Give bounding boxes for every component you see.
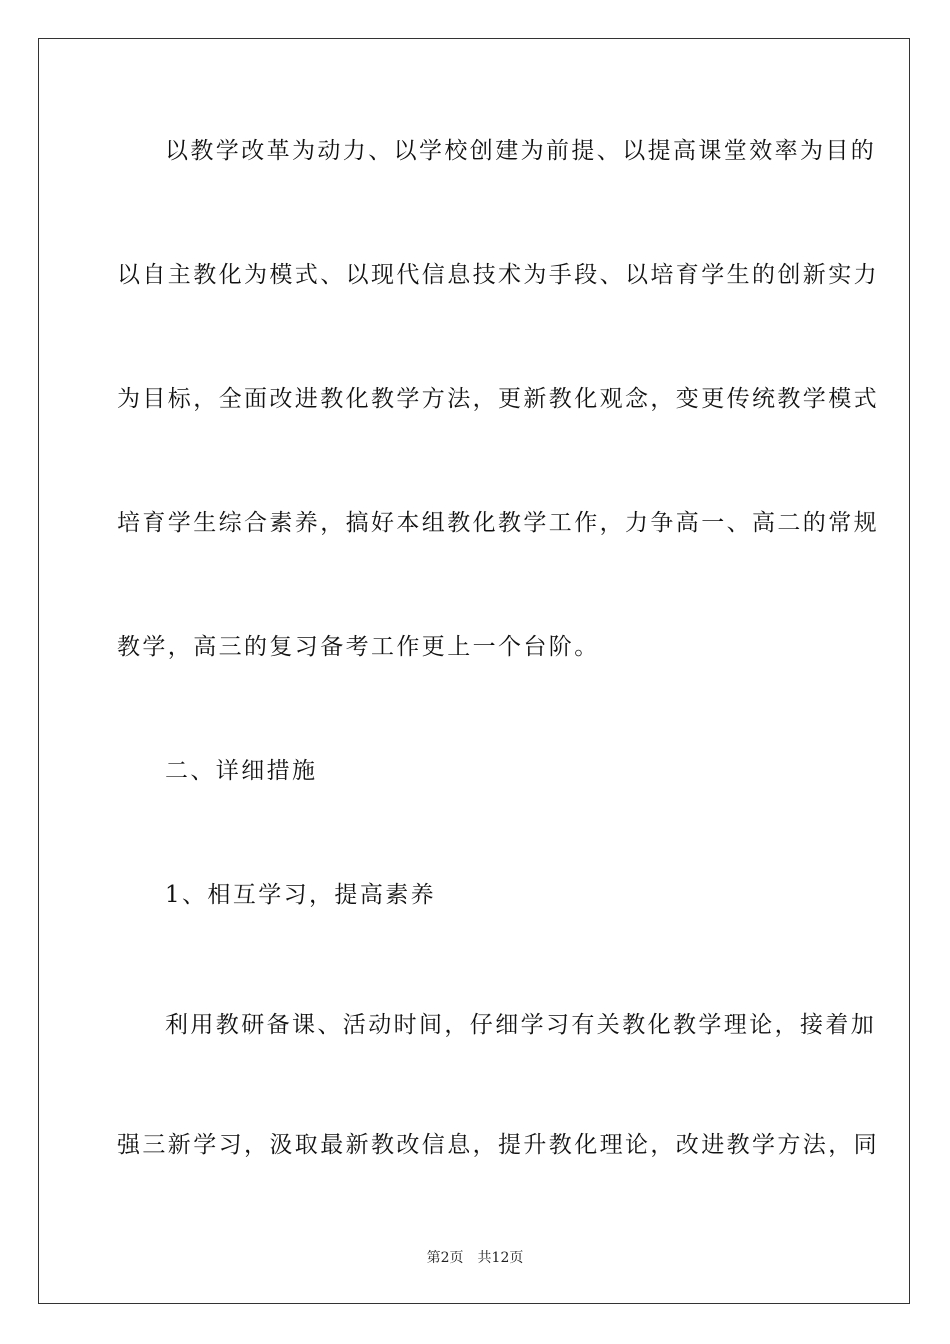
total-pages: 共12页 — [477, 1250, 524, 1266]
body-text-line: 以教学改革为动力、以学校创建为前提、以提高课堂效率为目的 — [165, 138, 877, 164]
body-text-line: 教学，高三的复习备考工作更上一个台阶。 — [117, 634, 600, 660]
section-heading: 二、详细措施 — [165, 758, 318, 784]
body-text-line: 培育学生综合素养，搞好本组教化教学工作，力争高一、高二的常规 — [117, 510, 879, 536]
subsection-heading: 1、相互学习，提高素养 — [165, 882, 437, 908]
page-number: 第2页 — [426, 1250, 464, 1266]
body-text-line: 强三新学习，汲取最新教改信息，提升教化理论，改进教学方法，同 — [117, 1132, 879, 1158]
body-text-line: 利用教研备课、活动时间，仔细学习有关教化教学理论，接着加 — [165, 1012, 877, 1038]
body-text-line: 以自主教化为模式、以现代信息技术为手段、以培育学生的创新实力 — [117, 262, 879, 288]
page-border — [38, 38, 910, 1304]
body-text-line: 为目标，全面改进教化教学方法，更新教化观念，变更传统教学模式 — [117, 386, 879, 412]
page-footer — [0, 1249, 950, 1267]
